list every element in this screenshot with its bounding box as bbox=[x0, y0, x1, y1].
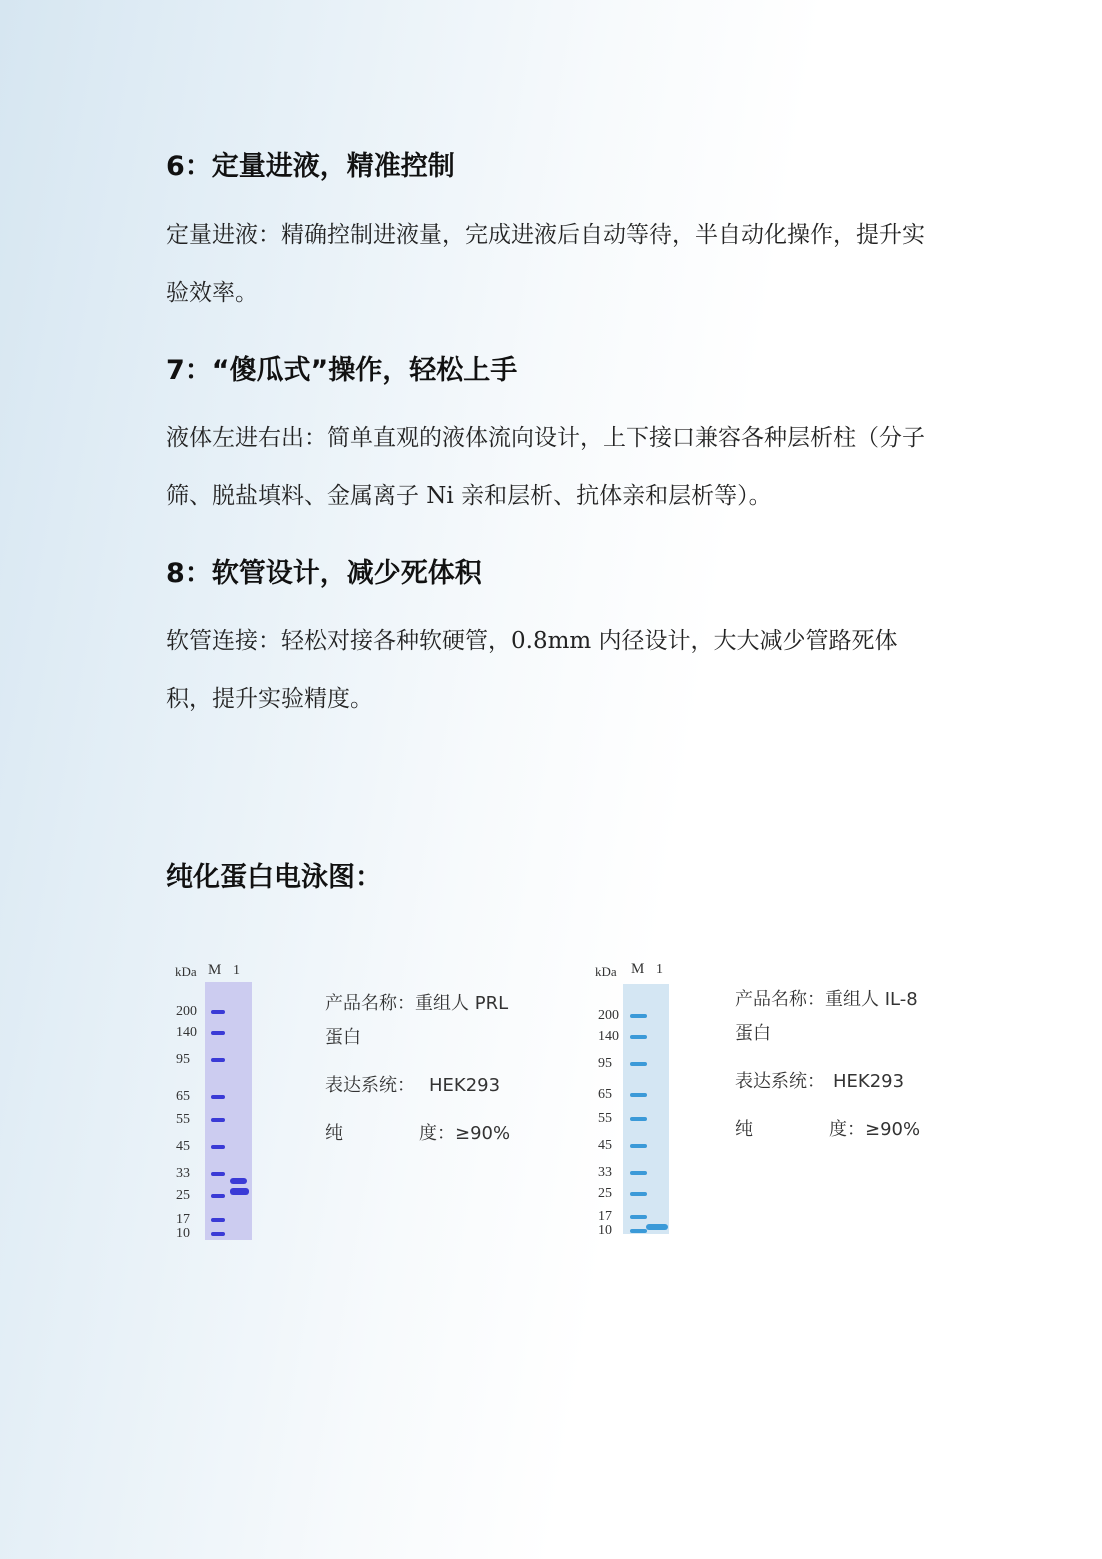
marker-label-45: 45 bbox=[176, 1139, 190, 1154]
product-name-cont: 蛋白 bbox=[735, 1023, 771, 1044]
marker-band-140 bbox=[211, 1031, 225, 1035]
marker-band-25 bbox=[630, 1192, 647, 1196]
marker-band-55 bbox=[630, 1117, 647, 1121]
purity-label-b: 度： bbox=[419, 1123, 455, 1144]
marker-label-17: 17 bbox=[176, 1212, 190, 1227]
marker-band-33 bbox=[630, 1171, 647, 1175]
marker-band-200 bbox=[630, 1014, 647, 1018]
section-6-title: 6：定量进液，精准控制 bbox=[166, 151, 455, 182]
marker-label-140: 140 bbox=[598, 1029, 619, 1044]
purity-label-a: 纯 bbox=[735, 1119, 753, 1140]
gel-info-prl bbox=[325, 987, 555, 1151]
section-8-title: 8：软管设计，减少死体积 bbox=[166, 558, 482, 589]
expression-system-label: 表达系统： bbox=[325, 1075, 415, 1096]
marker-band-17 bbox=[211, 1218, 225, 1222]
product-name: 产品名称：重组人 IL-8 bbox=[735, 989, 918, 1010]
gel-unit-label: kDa bbox=[175, 964, 197, 979]
gel-section-title: 纯化蛋白电泳图： bbox=[166, 862, 382, 893]
expression-system-value: HEK293 bbox=[833, 1071, 905, 1092]
purity-value: ≥90% bbox=[455, 1123, 511, 1144]
product-name: 产品名称：重组人 PRL bbox=[325, 993, 509, 1014]
marker-band-200 bbox=[211, 1010, 225, 1014]
marker-band-10 bbox=[630, 1229, 647, 1233]
gel-unit-label: kDa bbox=[595, 964, 617, 979]
marker-label-200: 200 bbox=[598, 1008, 619, 1023]
expression-system bbox=[735, 1065, 965, 1099]
gel-lane-background bbox=[205, 982, 252, 1240]
gel-lane-1-label: 1 bbox=[656, 962, 663, 977]
marker-label-65: 65 bbox=[176, 1089, 190, 1104]
marker-label-95: 95 bbox=[598, 1056, 612, 1071]
purity-value: ≥90% bbox=[865, 1119, 921, 1140]
marker-label-17: 17 bbox=[598, 1209, 612, 1224]
purity bbox=[735, 1113, 965, 1147]
marker-label-25: 25 bbox=[176, 1188, 190, 1203]
purity-label-b: 度： bbox=[829, 1119, 865, 1140]
marker-label-65: 65 bbox=[598, 1087, 612, 1102]
marker-band-140 bbox=[630, 1035, 647, 1039]
marker-band-65 bbox=[630, 1093, 647, 1097]
gel-image-prl bbox=[170, 960, 270, 1250]
gel-image-il8 bbox=[590, 958, 690, 1248]
gel-lane-1-label: 1 bbox=[233, 963, 240, 978]
sample-band bbox=[646, 1224, 668, 1230]
marker-band-45 bbox=[211, 1145, 225, 1149]
marker-label-55: 55 bbox=[598, 1111, 612, 1126]
marker-label-200: 200 bbox=[176, 1004, 197, 1019]
marker-band-17 bbox=[630, 1215, 647, 1219]
marker-label-55: 55 bbox=[176, 1112, 190, 1127]
marker-band-33 bbox=[211, 1172, 225, 1176]
purity bbox=[325, 1117, 555, 1151]
sample-band bbox=[230, 1178, 247, 1184]
marker-band-95 bbox=[211, 1058, 225, 1062]
marker-label-10: 10 bbox=[176, 1226, 190, 1241]
section-6-body: 定量进液：精确控制进液量，完成进液后自动等待，半自动化操作，提升实验效率。 bbox=[166, 222, 925, 306]
section-7-body: 液体左进右出：简单直观的液体流向设计，上下接口兼容各种层析柱（分子筛、脱盐填料、金属离子 Ni 亲和层析、抗体亲和层析等）。 bbox=[166, 425, 925, 509]
marker-band-25 bbox=[211, 1194, 225, 1198]
marker-label-33: 33 bbox=[176, 1166, 190, 1181]
expression-system bbox=[325, 1069, 555, 1103]
marker-band-55 bbox=[211, 1118, 225, 1122]
marker-label-25: 25 bbox=[598, 1186, 612, 1201]
marker-label-10: 10 bbox=[598, 1223, 612, 1238]
marker-band-65 bbox=[211, 1095, 225, 1099]
expression-system-value: HEK293 bbox=[429, 1075, 501, 1096]
marker-band-10 bbox=[211, 1232, 225, 1236]
marker-label-33: 33 bbox=[598, 1165, 612, 1180]
marker-label-45: 45 bbox=[598, 1138, 612, 1153]
marker-label-95: 95 bbox=[176, 1052, 190, 1067]
gel-lane-m-label: M bbox=[208, 962, 222, 978]
expression-system-label: 表达系统： bbox=[735, 1071, 825, 1092]
gel-lane-m-label: M bbox=[631, 961, 645, 977]
product-name-cont: 蛋白 bbox=[325, 1027, 361, 1048]
section-7-title: 7：“傻瓜式”操作，轻松上手 bbox=[166, 355, 518, 386]
marker-band-95 bbox=[630, 1062, 647, 1066]
purity-label-a: 纯 bbox=[325, 1123, 343, 1144]
gel-lane-background bbox=[623, 984, 669, 1234]
section-8-body: 软管连接：轻松对接各种软硬管，0.8mm 内径设计，大大减少管路死体积，提升实验精度。 bbox=[166, 628, 898, 712]
sample-band bbox=[230, 1188, 249, 1195]
marker-band-45 bbox=[630, 1144, 647, 1148]
gel-info-il8 bbox=[735, 983, 965, 1147]
marker-label-140: 140 bbox=[176, 1025, 197, 1040]
